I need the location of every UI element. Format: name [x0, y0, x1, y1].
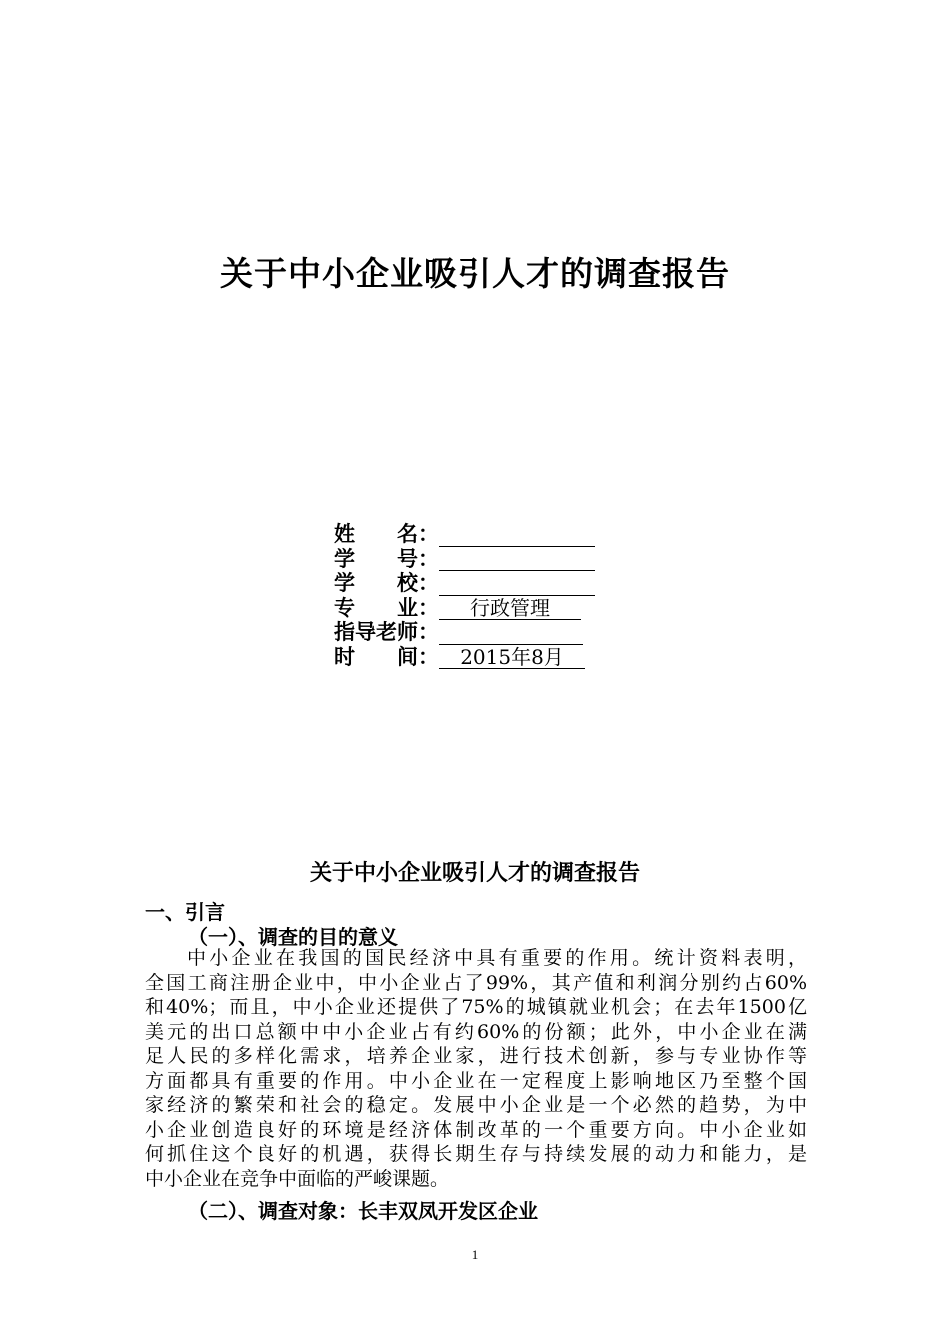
school-field [439, 573, 595, 596]
paragraph-line: 足人民的多样化需求，培养企业家，进行技术创新，参与专业协作等 [145, 1045, 807, 1067]
info-row-school [334, 571, 634, 596]
paragraph-line: 何抓住这个良好的机遇，获得长期生存与持续发展的动力和能力，是 [145, 1143, 807, 1165]
cover-title: 关于中小企业吸引人才的调查报告 [220, 254, 730, 293]
page-number: 1 [471, 1247, 479, 1262]
body-paragraph [145, 946, 807, 1191]
section-heading-introduction: 一、引言 [145, 900, 225, 924]
subsection-heading-subjects: （二）、调查对象：长丰双凤开发区企业 [188, 1199, 538, 1223]
report-title: 关于中小企业吸引人才的调查报告 [309, 861, 640, 886]
info-row-major [334, 596, 634, 621]
info-row-name [334, 522, 634, 547]
school-label: 学 校： [334, 571, 439, 595]
advisor-field [439, 622, 583, 645]
name-field [439, 524, 595, 547]
advisor-label: 指导老师： [334, 620, 439, 644]
id-label: 学 号： [334, 546, 439, 571]
paragraph-line: 方面都具有重要的作用。中小企业在一定程度上影响地区乃至整个国 [145, 1069, 807, 1092]
major-label: 专 业： [334, 595, 439, 620]
id-field [439, 548, 595, 571]
major-field: 行政管理 [439, 597, 581, 620]
info-row-time [334, 645, 634, 670]
time-label: 时 间： [334, 644, 439, 669]
info-row-advisor [334, 620, 634, 645]
paragraph-line: 家经济的繁荣和社会的稳定。发展中小企业是一个必然的趋势，为中 [145, 1094, 807, 1116]
name-label: 姓 名： [334, 522, 439, 546]
paragraph-line: 美元的出口总额中中小企业占有约60%的份额；此外，中小企业在满 [145, 1020, 807, 1043]
student-info-block [334, 522, 634, 669]
paragraph-line: 中小企业在竞争中面临的严峻课题。 [145, 1167, 450, 1190]
info-row-id [334, 547, 634, 572]
subsection-heading-purpose: （一）、调查的目的意义 [188, 925, 398, 949]
paragraph-line: 小企业创造良好的环境是经济体制改革的一个重要方向。中小企业如 [145, 1118, 807, 1141]
paragraph-line: 中小企业在我国的国民经济中具有重要的作用。统计资料表明， [187, 947, 807, 969]
time-field: 2015年8月 [439, 646, 585, 669]
paragraph-line: 和40%；而且，中小企业还提供了75%的城镇就业机会；在去年1500亿 [145, 996, 807, 1018]
paragraph-line: 全国工商注册企业中，中小企业占了99%，其产值和利润分别约占60% [145, 971, 807, 994]
